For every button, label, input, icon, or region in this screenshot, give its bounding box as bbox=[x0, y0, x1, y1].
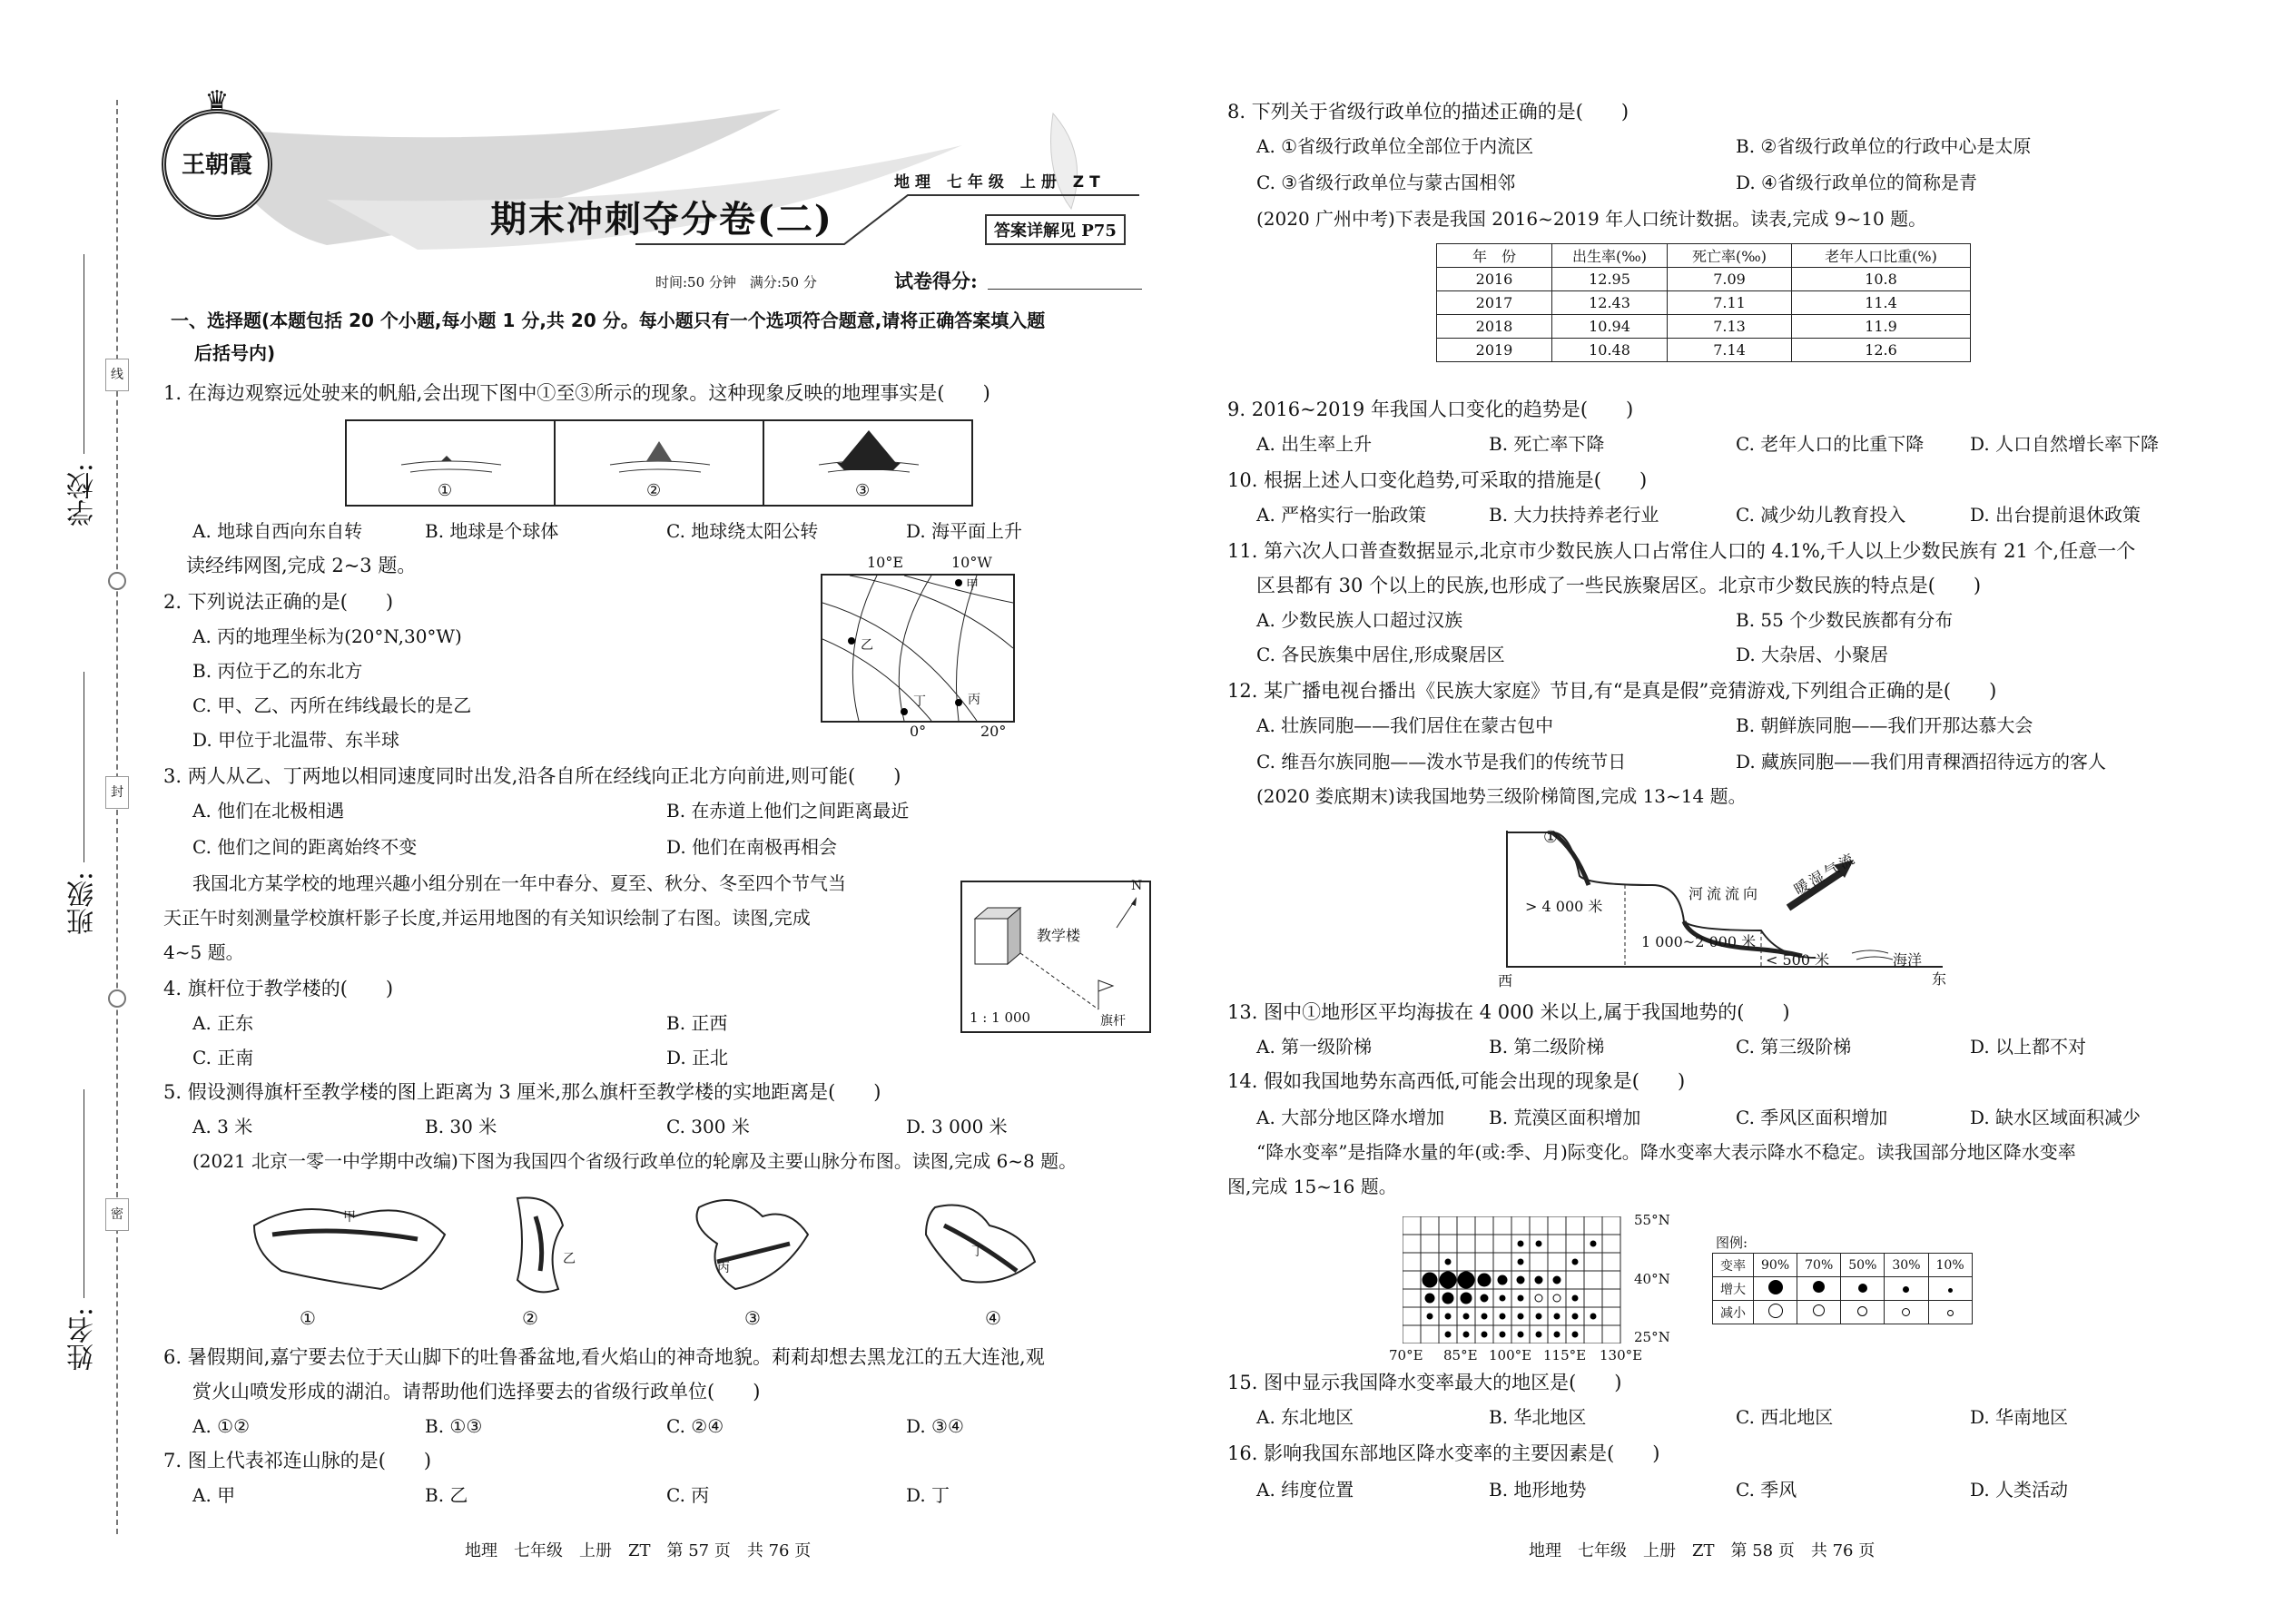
rain-lon-130: 130°E bbox=[1600, 1347, 1643, 1363]
q7-option-c[interactable]: C. 丙 bbox=[666, 1484, 710, 1506]
rain-lat-55: 55°N bbox=[1634, 1212, 1670, 1228]
rain-lat-25: 25°N bbox=[1634, 1329, 1670, 1345]
q15-option-b[interactable]: B. 华北地区 bbox=[1489, 1406, 1587, 1428]
terrain-label-1: ① bbox=[1543, 828, 1559, 847]
q10-option-d[interactable]: D. 出台提前退休政策 bbox=[1970, 504, 2141, 526]
grid-point-jia: 甲 bbox=[966, 578, 979, 593]
intro-2-3: 读经纬网图,完成 2~3 题。 bbox=[186, 555, 417, 576]
q5-option-d[interactable]: D. 3 000 米 bbox=[906, 1116, 1008, 1137]
rain-variability-dot bbox=[1458, 1272, 1474, 1288]
q8-option-d[interactable]: D. ④省级行政单位的简称是青 bbox=[1736, 172, 1977, 193]
table-header: 老年人口比重(%) bbox=[1792, 244, 1971, 268]
q7-option-a[interactable]: A. 甲 bbox=[192, 1484, 236, 1506]
q11-option-a[interactable]: A. 少数民族人口超过汉族 bbox=[1256, 609, 1463, 631]
rain-lat-40: 40°N bbox=[1634, 1271, 1670, 1287]
q8-option-b[interactable]: B. ②省级行政单位的行政中心是太原 bbox=[1736, 135, 2032, 157]
q13-option-d[interactable]: D. 以上都不对 bbox=[1970, 1036, 2087, 1058]
rain-variability-dot bbox=[1425, 1294, 1434, 1303]
q8-option-a[interactable]: A. ①省级行政单位全部位于内流区 bbox=[1256, 135, 1534, 157]
rain-variability-dot bbox=[1517, 1276, 1524, 1284]
binding-hole-1 bbox=[108, 572, 126, 590]
q5-option-a[interactable]: A. 3 米 bbox=[192, 1116, 253, 1137]
q10-option-b[interactable]: B. 大力扶持养老行业 bbox=[1489, 504, 1659, 526]
q9-option-d[interactable]: D. 人口自然增长率下降 bbox=[1970, 433, 2160, 455]
table-row: 2016 12.95 7.09 10.8 bbox=[1437, 268, 1971, 291]
q1-option-d[interactable]: D. 海平面上升 bbox=[906, 520, 1023, 542]
rain-variability-dot bbox=[1554, 1332, 1560, 1337]
rain-legend-title: 图例: bbox=[1716, 1235, 1748, 1251]
rain-variability-dot bbox=[1535, 1276, 1542, 1284]
score-field[interactable] bbox=[988, 289, 1142, 290]
terrain-wind: 暖湿气流 bbox=[1790, 849, 1860, 899]
q11-option-b[interactable]: B. 55 个少数民族都有分布 bbox=[1736, 609, 1954, 631]
rain-variability-dot bbox=[1440, 1272, 1456, 1288]
rain-variability-dot bbox=[1461, 1293, 1472, 1304]
crown-icon: ♛ bbox=[204, 85, 230, 117]
rain-variability-dot bbox=[1500, 1314, 1505, 1319]
q13-option-a[interactable]: A. 第一级阶梯 bbox=[1256, 1036, 1373, 1058]
q9-option-b[interactable]: B. 死亡率下降 bbox=[1489, 433, 1605, 455]
rain-variability-dot bbox=[1482, 1314, 1487, 1319]
q15-stem: 15. 图中显示我国降水变率最大的地区是( ) bbox=[1227, 1372, 1622, 1393]
rain-variability-dot bbox=[1553, 1294, 1561, 1302]
school-map-building: 教学楼 bbox=[1037, 927, 1081, 944]
terrain-ocean: 海洋 bbox=[1893, 951, 1923, 969]
q5-option-b[interactable]: B. 30 米 bbox=[425, 1116, 497, 1137]
rain-variability-dot bbox=[1445, 1259, 1451, 1265]
rain-variability-dot bbox=[1518, 1332, 1523, 1337]
legend-decrease-row: 减小 bbox=[1713, 1301, 1973, 1324]
terrain-high: > 4 000 米 bbox=[1525, 898, 1603, 915]
time-info: 时间:50 分钟 满分:50 分 bbox=[655, 274, 817, 290]
q12-option-b[interactable]: B. 朝鲜族同胞——我们开那达慕大会 bbox=[1736, 714, 2033, 736]
binding-mark-2: 封 bbox=[105, 776, 129, 809]
q9-option-a[interactable]: A. 出生率上升 bbox=[1256, 433, 1373, 455]
rain-variability-dot bbox=[1498, 1275, 1507, 1284]
q4-option-d[interactable]: D. 正北 bbox=[666, 1047, 729, 1068]
table-row: 2019 10.48 7.14 12.6 bbox=[1437, 339, 1971, 362]
q4-option-b[interactable]: B. 正西 bbox=[666, 1012, 728, 1034]
intro-6-8: (2021 北京一零一中学期中改编)下图为我国四个省级行政单位的轮廓及主要山脉分布图。读图,完成 6~8 题。 bbox=[192, 1150, 1078, 1172]
grid-label-bottom-left: 0° bbox=[910, 723, 927, 740]
q6-stem: 6. 暑假期间,嘉宁要去位于天山脚下的吐鲁番盆地,看火焰山的神奇地貌。莉莉却想去黑龙江的五大连池,观 bbox=[163, 1346, 1045, 1368]
q3-stem: 3. 两人从乙、丁两地以相同速度同时出发,沿各自所在经线向正北方向前进,则可能( ) bbox=[163, 765, 901, 787]
school-map bbox=[960, 881, 1151, 1033]
province-label-2: ② bbox=[522, 1307, 538, 1329]
population-table bbox=[1436, 243, 1971, 362]
q4-option-a[interactable]: A. 正东 bbox=[192, 1012, 254, 1034]
rain-legend bbox=[1712, 1253, 1973, 1324]
rain-variability-dot bbox=[1500, 1332, 1505, 1337]
table-row: 2018 10.94 7.13 11.9 bbox=[1437, 315, 1971, 339]
province-outlines bbox=[245, 1189, 1062, 1307]
rain-variability-dot bbox=[1590, 1241, 1596, 1246]
q1-option-b[interactable]: B. 地球是个球体 bbox=[425, 520, 559, 542]
q6-option-a[interactable]: A. ①② bbox=[192, 1415, 251, 1437]
intro-15-16-line2: 图,完成 15~16 题。 bbox=[1227, 1176, 1397, 1197]
province-label-4: ④ bbox=[985, 1307, 1001, 1329]
q16-stem: 16. 影响我国东部地区降水变率的主要因素是( ) bbox=[1227, 1442, 1660, 1464]
q13-stem: 13. 图中①地形区平均海拔在 4 000 米以上,属于我国地势的( ) bbox=[1227, 1001, 1790, 1023]
class-label: 班级: bbox=[67, 871, 99, 936]
q8-stem: 8. 下列关于省级行政单位的描述正确的是( ) bbox=[1227, 101, 1629, 123]
rain-variability-dot bbox=[1572, 1314, 1578, 1319]
q16-option-b[interactable]: B. 地形地势 bbox=[1489, 1479, 1587, 1501]
terrain-low: < 500 米 bbox=[1766, 951, 1830, 969]
q2-option-b[interactable]: B. 丙位于乙的东北方 bbox=[192, 660, 363, 682]
rain-variability-dot bbox=[1500, 1295, 1505, 1301]
q14-option-a[interactable]: A. 大部分地区降水增加 bbox=[1256, 1107, 1445, 1128]
q12-option-d[interactable]: D. 藏族同胞——我们用青稞酒招待远方的客人 bbox=[1736, 751, 2107, 773]
table-header: 出生率(‰) bbox=[1552, 244, 1668, 268]
q12-option-a[interactable]: A. 壮族同胞——我们居住在蒙古包中 bbox=[1256, 714, 1554, 736]
rain-variability-dot bbox=[1482, 1332, 1487, 1337]
school-map-scale: 1 : 1 000 bbox=[970, 1009, 1031, 1026]
rain-lon-115: 115°E bbox=[1543, 1347, 1587, 1363]
q14-stem: 14. 假如我国地势东高西低,可能会出现的现象是( ) bbox=[1227, 1070, 1686, 1092]
q5-stem: 5. 假设测得旗杆至教学楼的图上距离为 3 厘米,那么旗杆至教学楼的实地距离是( ) bbox=[163, 1081, 881, 1103]
q3-option-d[interactable]: D. 他们在南极再相会 bbox=[666, 836, 838, 858]
name-label: 姓名: bbox=[67, 1307, 99, 1372]
rain-variability-dot bbox=[1518, 1295, 1523, 1301]
page-title: 期末冲刺夺分卷(二) bbox=[490, 198, 833, 241]
rain-variability-dot bbox=[1445, 1314, 1451, 1319]
rain-variability-dot bbox=[1554, 1314, 1560, 1319]
score-label: 试卷得分: bbox=[894, 270, 978, 292]
grid-label-top-right: 10°W bbox=[951, 554, 992, 571]
intro-9-10: (2020 广州中考)下表是我国 2016~2019 年人口统计数据。读表,完成 9~10 题。 bbox=[1256, 208, 1927, 230]
grid-map bbox=[821, 574, 1015, 723]
grid-point-ding: 丁 bbox=[913, 694, 926, 709]
q12-option-c[interactable]: C. 维吾尔族同胞——泼水节是我们的传统节日 bbox=[1256, 751, 1627, 773]
rain-variability-dot bbox=[1423, 1273, 1437, 1287]
rain-variability-map bbox=[1403, 1216, 1629, 1343]
q14-option-d[interactable]: D. 缺水区域面积减少 bbox=[1970, 1107, 2141, 1128]
q11-option-d[interactable]: D. 大杂居、小聚居 bbox=[1736, 644, 1889, 665]
q11-option-c[interactable]: C. 各民族集中居住,形成聚居区 bbox=[1256, 644, 1505, 665]
intro-4-5-line3: 4~5 题。 bbox=[163, 941, 244, 963]
province-mark-bing: 丙 bbox=[717, 1261, 730, 1275]
q3-option-a[interactable]: A. 他们在北极相遇 bbox=[192, 800, 345, 822]
table-row: 2017 12.43 7.11 11.4 bbox=[1437, 291, 1971, 315]
rain-variability-dot bbox=[1427, 1314, 1433, 1319]
rain-variability-dot bbox=[1536, 1241, 1541, 1246]
province-mark-yi: 乙 bbox=[563, 1252, 576, 1266]
table-header: 年 份 bbox=[1437, 244, 1552, 268]
binding-line bbox=[116, 100, 118, 1534]
q16-option-d[interactable]: D. 人类活动 bbox=[1970, 1479, 2069, 1501]
rain-lon-85: 85°E bbox=[1443, 1347, 1478, 1363]
section-heading-cont: 后括号内) bbox=[194, 342, 276, 364]
rain-variability-dot bbox=[1442, 1293, 1453, 1304]
brand-name: 王朝霞 bbox=[181, 152, 252, 179]
q4-stem: 4. 旗杆位于教学楼的( ) bbox=[163, 978, 394, 999]
rain-variability-dot bbox=[1518, 1314, 1523, 1319]
q6-option-d[interactable]: D. ③④ bbox=[906, 1415, 964, 1437]
rain-variability-dot bbox=[1518, 1241, 1523, 1246]
intro-4-5-line2: 天正午时刻测量学校旗杆影子长度,并运用地图的有关知识绘制了右图。读图,完成 bbox=[163, 907, 811, 929]
q7-option-d[interactable]: D. 丁 bbox=[906, 1484, 950, 1506]
q11-stem: 11. 第六次人口普查数据显示,北京市少数民族人口占常住人口的 4.1%,千人以上少数民族有 21 个,任意一个 bbox=[1227, 540, 2136, 562]
rain-variability-dot bbox=[1572, 1332, 1578, 1337]
q7-stem: 7. 图上代表祁连山脉的是( ) bbox=[163, 1450, 432, 1471]
q1-stem: 1. 在海边观察远处驶来的帆船,会出现下图中①至③所示的现象。这种现象反映的地理事实是( ) bbox=[163, 382, 990, 404]
q2-option-c[interactable]: C. 甲、乙、丙所在纬线最长的是乙 bbox=[192, 694, 472, 716]
q6-option-b[interactable]: B. ①③ bbox=[425, 1415, 483, 1437]
q6-option-c[interactable]: C. ②④ bbox=[666, 1415, 724, 1437]
q4-option-c[interactable]: C. 正南 bbox=[192, 1047, 254, 1068]
rain-variability-dot bbox=[1553, 1276, 1561, 1284]
rain-variability-dot bbox=[1572, 1295, 1578, 1301]
rain-variability-dot bbox=[1590, 1314, 1596, 1319]
terrain-river: 河流流向 bbox=[1689, 885, 1762, 902]
province-label-3: ③ bbox=[744, 1307, 761, 1329]
grid-label-top-left: 10°E bbox=[867, 554, 904, 571]
grid-point-yi: 乙 bbox=[861, 638, 873, 653]
q1-option-c[interactable]: C. 地球绕太阳公转 bbox=[666, 520, 819, 542]
q11-stem-cont: 区县都有 30 个以上的民族,也形成了一些民族聚居区。北京市少数民族的特点是( ) bbox=[1256, 575, 1982, 596]
rain-variability-dot bbox=[1463, 1314, 1469, 1319]
q7-option-b[interactable]: B. 乙 bbox=[425, 1484, 468, 1506]
series-tag: 地理 七年级 上册 ZT bbox=[894, 173, 1106, 192]
q9-option-c[interactable]: C. 老年人口的比重下降 bbox=[1736, 433, 1925, 455]
school-map-flag: 旗杆 bbox=[1100, 1014, 1126, 1029]
binding-hole-2 bbox=[108, 989, 126, 1008]
legend-increase-row: 增大 bbox=[1713, 1277, 1973, 1301]
q10-stem: 10. 根据上述人口变化趋势,可采取的措施是( ) bbox=[1227, 469, 1648, 491]
q13-option-c[interactable]: C. 第三级阶梯 bbox=[1736, 1036, 1852, 1058]
rain-variability-dot bbox=[1518, 1259, 1523, 1265]
rain-lon-70: 70°E bbox=[1389, 1347, 1423, 1363]
rain-variability-dot bbox=[1536, 1314, 1541, 1319]
q10-option-c[interactable]: C. 减少幼儿教育投入 bbox=[1736, 504, 1906, 526]
q8-option-c[interactable]: C. ③省级行政单位与蒙古国相邻 bbox=[1256, 172, 1516, 193]
q3-option-c[interactable]: C. 他们之间的距离始终不变 bbox=[192, 836, 418, 858]
intro-13-14: (2020 娄底期末)读我国地势三级阶梯简图,完成 13~14 题。 bbox=[1256, 785, 1747, 807]
q2-option-a[interactable]: A. 丙的地理坐标为(20°N,30°W) bbox=[192, 625, 462, 647]
rain-lon-100: 100°E bbox=[1489, 1347, 1532, 1363]
table-header-row bbox=[1437, 244, 1971, 268]
grid-point-bing: 丙 bbox=[968, 693, 980, 707]
q15-option-c[interactable]: C. 西北地区 bbox=[1736, 1406, 1834, 1428]
table-header: 死亡率(‰) bbox=[1668, 244, 1792, 268]
q12-stem: 12. 某广播电视台播出《民族大家庭》节目,有“是真是假”竞猜游戏,下列组合正确的是( ) bbox=[1227, 680, 1997, 702]
answer-ref: 答案详解见 P75 bbox=[985, 214, 1126, 245]
province-mark-jia: 甲 bbox=[343, 1210, 356, 1225]
q16-option-c[interactable]: C. 季风 bbox=[1736, 1479, 1797, 1501]
rain-variability-dot bbox=[1463, 1332, 1469, 1337]
legend-header-row: 变率 90% 70% 50% 30% 10% bbox=[1713, 1254, 1973, 1277]
rain-variability-dot bbox=[1478, 1274, 1491, 1286]
terrain-west: 西 bbox=[1498, 972, 1513, 989]
q2-option-d[interactable]: D. 甲位于北温带、东半球 bbox=[192, 729, 400, 751]
binding-mark-3: 密 bbox=[105, 1198, 129, 1231]
binding-mark-1: 线 bbox=[105, 359, 129, 391]
province-label-1: ① bbox=[300, 1307, 316, 1329]
footer-left: 地理 七年级 上册 ZT 第 57 页 共 76 页 bbox=[465, 1541, 812, 1560]
brand-logo bbox=[162, 85, 272, 220]
section-heading: 一、选择题(本题包括 20 个小题,每小题 1 分,共 20 分。每小题只有一个选项符合题意,请将正确答案填入题 bbox=[171, 310, 1046, 331]
rain-variability-dot bbox=[1536, 1332, 1541, 1337]
terrain-east: 东 bbox=[1932, 970, 1947, 988]
q6-stem-cont: 赏火山喷发形成的湖泊。请帮助他们选择要去的省级行政单位( ) bbox=[192, 1381, 761, 1403]
q1-label-3: ③ bbox=[855, 481, 871, 500]
q13-option-b[interactable]: B. 第二级阶梯 bbox=[1489, 1036, 1605, 1058]
rain-variability-dot bbox=[1535, 1294, 1542, 1302]
footer-right: 地理 七年级 上册 ZT 第 58 页 共 76 页 bbox=[1529, 1541, 1876, 1560]
q14-option-b[interactable]: B. 荒漠区面积增加 bbox=[1489, 1107, 1641, 1128]
intro-15-16-line1: “降水变率”是指降水量的年(或:季、月)际变化。降水变率大表示降水不稳定。读我国部分地区降水变率 bbox=[1256, 1141, 2076, 1163]
q15-option-a[interactable]: A. 东北地区 bbox=[1256, 1406, 1354, 1428]
q10-option-a[interactable]: A. 严格实行一胎政策 bbox=[1256, 504, 1427, 526]
population-table-wrap bbox=[1436, 243, 1971, 362]
q14-option-c[interactable]: C. 季风区面积增加 bbox=[1736, 1107, 1888, 1128]
school-label: 学校: bbox=[67, 463, 99, 527]
q9-stem: 9. 2016~2019 年我国人口变化的趋势是( ) bbox=[1227, 399, 1634, 420]
q15-option-d[interactable]: D. 华南地区 bbox=[1970, 1406, 2069, 1428]
q1-option-a[interactable]: A. 地球自西向东自转 bbox=[192, 520, 363, 542]
q2-stem: 2. 下列说法正确的是( ) bbox=[163, 591, 394, 613]
school-map-north: N bbox=[1131, 879, 1143, 893]
grid-label-bottom-right: 20° bbox=[980, 723, 1007, 740]
terrain-mid: 1 000~2 000 米 bbox=[1641, 933, 1757, 950]
q1-figure bbox=[345, 419, 973, 507]
q3-option-b[interactable]: B. 在赤道上他们之间距离最近 bbox=[666, 800, 910, 822]
q1-label-2: ② bbox=[646, 481, 662, 500]
province-mark-ding: 丁 bbox=[971, 1245, 984, 1259]
intro-4-5-line1: 我国北方某学校的地理兴趣小组分别在一年中春分、夏至、秋分、冬至四个节气当 bbox=[192, 872, 846, 894]
rain-variability-dot bbox=[1445, 1332, 1451, 1337]
q5-option-c[interactable]: C. 300 米 bbox=[666, 1116, 750, 1137]
rain-variability-dot bbox=[1481, 1294, 1488, 1302]
q1-label-1: ① bbox=[438, 481, 453, 500]
q16-option-a[interactable]: A. 纬度位置 bbox=[1256, 1479, 1354, 1501]
rain-variability-dot bbox=[1572, 1259, 1578, 1265]
